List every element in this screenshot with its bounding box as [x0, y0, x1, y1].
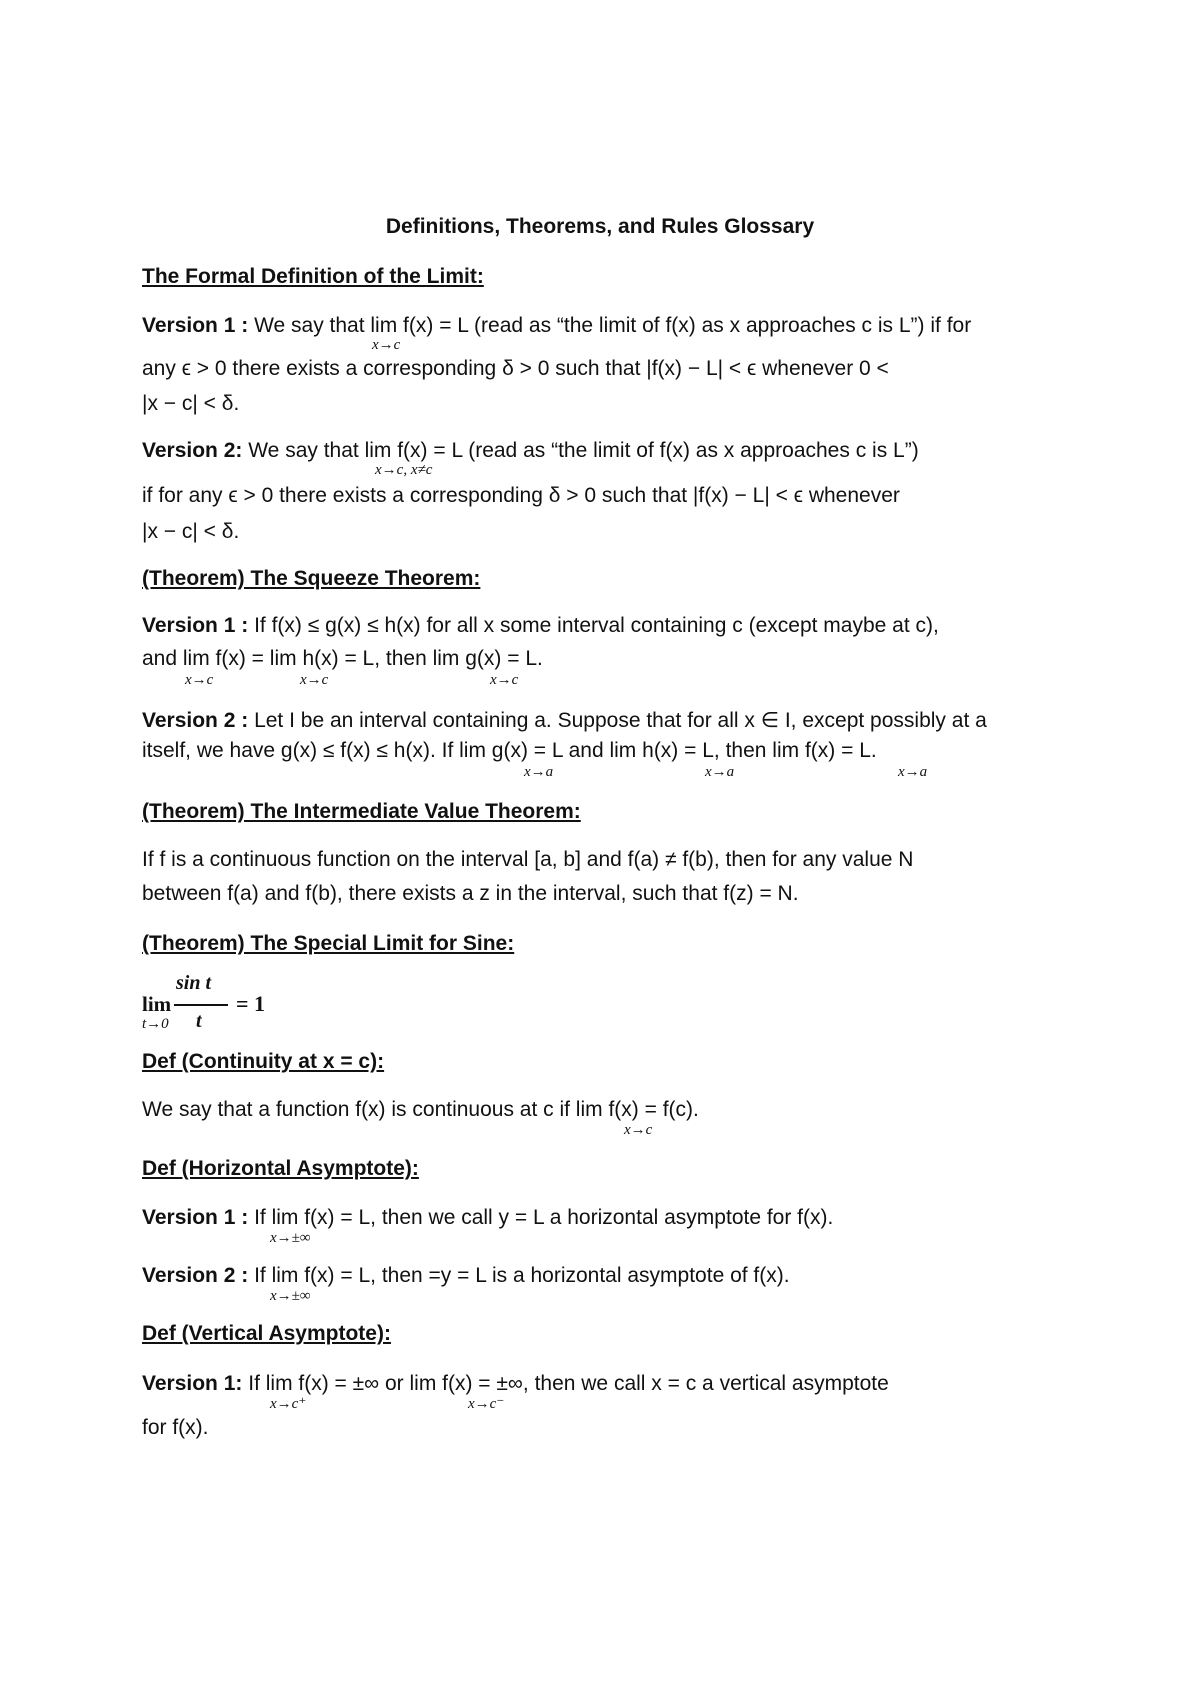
version-label: Version 2 : [142, 709, 249, 732]
squeeze-v2-line2: itself, we have g(x) ≤ f(x) ≤ h(x). If lim g(x) = L and lim h(x) = L, then lim f(x) = L. [142, 739, 877, 762]
section-heading-limit-definition: The Formal Definition of the Limit: [142, 265, 484, 288]
version-label: Version 1 : [142, 1206, 249, 1229]
version-label: Version 1 : [142, 614, 249, 637]
limit-v1-text1: We say that lim f(x) = L (read as “the limit of f(x) as x approaches c is L”) if for [254, 314, 972, 337]
squeeze-v2-sub-a: x→a [524, 764, 554, 780]
fraction-bar [174, 1004, 228, 1006]
ivt-line1: If f is a continuous function on the interval [a, b] and f(a) ≠ f(b), then for any value N [142, 848, 914, 871]
sine-numerator: sin t [176, 972, 212, 994]
limit-v2-line3: |x − c| < δ. [142, 520, 240, 543]
squeeze-v1-sub-c: x→c [490, 672, 519, 688]
limit-v2-line1 [142, 437, 919, 465]
sine-lim-subscript: t→0 [142, 1016, 169, 1032]
limit-v1-line3: |x − c| < δ. [142, 392, 240, 415]
horizontal-v1-text: If lim f(x) = L, then we call y = L a horizontal asymptote for f(x). [254, 1206, 834, 1229]
sine-rhs: = 1 [236, 991, 266, 1016]
continuity-line1: We say that a function f(x) is continuous at c if lim f(x) = f(c). [142, 1098, 699, 1121]
section-heading-vertical-asymptote: Def (Vertical Asymptote): [142, 1322, 391, 1345]
sine-lim: lim [142, 992, 172, 1016]
horizontal-v2-line1 [142, 1262, 790, 1290]
version-label: Version 1: [142, 1372, 243, 1395]
vertical-v1-sub-a: x→c⁺ [270, 1396, 307, 1412]
squeeze-v2-sub-c: x→a [898, 764, 928, 780]
squeeze-v1-text1: If f(x) ≤ g(x) ≤ h(x) for all x some interval containing c (except maybe at c), [254, 614, 939, 637]
section-heading-sine-limit: (Theorem) The Special Limit for Sine: [142, 932, 515, 955]
horizontal-v1-subscript: x→±∞ [270, 1230, 311, 1246]
continuity-subscript: x→c [624, 1122, 653, 1138]
limit-v1-subscript: x→c [372, 337, 401, 353]
limit-v2-text1: We say that lim f(x) = L (read as “the limit of f(x) as x approaches c is L”) [248, 439, 919, 462]
section-heading-continuity: Def (Continuity at x = c): [142, 1050, 385, 1073]
squeeze-v1-sub-a: x→c [185, 672, 214, 688]
squeeze-v2-line1 [142, 707, 987, 735]
page-title: Definitions, Theorems, and Rules Glossary [385, 215, 815, 238]
section-heading-ivt: (Theorem) The Intermediate Value Theorem: [142, 800, 581, 823]
version-label: Version 2: [142, 439, 243, 462]
vertical-v1-sub-b: x→c⁻ [468, 1396, 505, 1412]
horizontal-v2-text: If lim f(x) = L, then =y = L is a horizontal asymptote of f(x). [254, 1264, 790, 1287]
version-label: Version 2 : [142, 1264, 249, 1287]
vertical-v1-line1 [142, 1370, 889, 1398]
horizontal-v2-subscript: x→±∞ [270, 1288, 311, 1304]
ivt-line2: between f(a) and f(b), there exists a z in the interval, such that f(z) = N. [142, 882, 799, 905]
squeeze-v1-line1 [142, 612, 939, 640]
squeeze-v1-sub-b: x→c [300, 672, 329, 688]
limit-v2-line2: if for any ϵ > 0 there exists a corresponding δ > 0 such that |f(x) − L| < ϵ whenever [142, 484, 900, 507]
squeeze-v1-line2: and lim f(x) = lim h(x) = L, then lim g(x) = L. [142, 647, 543, 670]
limit-v1-line1 [142, 312, 971, 340]
horizontal-v1-line1 [142, 1204, 833, 1232]
limit-v2-subscript: x→c, x≠c [375, 462, 433, 478]
vertical-v1-text: If lim f(x) = ±∞ or lim f(x) = ±∞, then we call x = c a vertical asymptote [248, 1372, 889, 1395]
vertical-v1-line2: for f(x). [142, 1416, 209, 1439]
version-label: Version 1 : [142, 314, 249, 337]
section-heading-squeeze-theorem: (Theorem) The Squeeze Theorem: [142, 567, 481, 590]
squeeze-v2-sub-b: x→a [705, 764, 735, 780]
sine-denominator: t [196, 1010, 202, 1032]
section-heading-horizontal-asymptote: Def (Horizontal Asymptote): [142, 1157, 419, 1180]
squeeze-v2-text1: Let I be an interval containing a. Suppose that for all x ∈ I, except possibly at a [254, 709, 987, 732]
limit-v1-line2: any ϵ > 0 there exists a corresponding δ > 0 such that |f(x) − L| < ϵ whenever 0 < [142, 357, 889, 380]
